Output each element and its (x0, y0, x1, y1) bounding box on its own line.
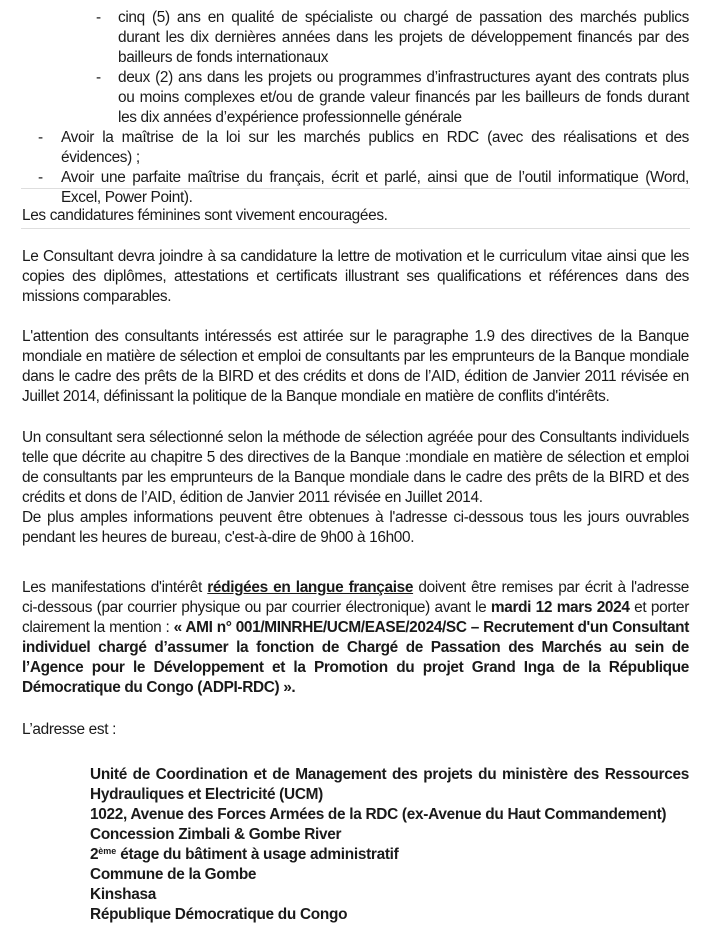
requirements-list (22, 128, 689, 208)
bullet-dash: - (96, 69, 101, 86)
address-street: 1022, Avenue des Forces Armées de la RDC (ex-Avenue du Haut Commandement) (90, 806, 667, 823)
separator-line (21, 228, 690, 229)
submission-text: Les manifestations d'intérêt (22, 579, 208, 596)
address-floor (90, 845, 689, 865)
submission-text: et porter clairement la mention : (22, 599, 690, 636)
paragraph-women-encouraged: Les candidatures féminines sont vivement encouragées. (22, 207, 388, 224)
address-country: République Démocratique du Congo (90, 906, 348, 923)
language-requirement: rédigées en langue française (207, 579, 414, 596)
address-city: Kinshasa (90, 886, 157, 903)
submission-end: . (291, 679, 296, 696)
paragraph-selection-method: Un consultant sera sélectionné selon la méthode de sélection agréée pour des Consultants individuels telle que décrite au chapitre 5 des directives de la Banque :mondiale en matière de sélection et emploi de consultants par les emprunteurs de la Banque mondiale dans le cadre des prêts de la BIRD et des crédits et dons de l’AID, édition de Janvier 2011 révisée en Juillet 2014. (22, 429, 689, 506)
list-item-text: Avoir une parfaite maîtrise du français, écrit et parlé, ainsi que de l’outil informatique (Word, Excel, Power Point). (61, 169, 689, 206)
paragraph-more-info: De plus amples informations peuvent être obtenues à l'adresse ci-dessous tous les jours ouvrables pendant les heures de bureau, c'est-à-dire de 9h00 à 16h00. (22, 509, 689, 546)
paragraph-application-docs: Le Consultant devra joindre à sa candidature la lettre de motivation et le curriculum vitae ainsi que les copies des diplômes, attestations et certificats illustrant ses qualifications et références dans des missions comparables. (22, 248, 689, 305)
experience-sublist (22, 8, 689, 128)
list-item (22, 8, 689, 68)
paragraph-address-intro: L’adresse est : (22, 721, 116, 738)
floor-suffix: ème (98, 846, 117, 856)
address-organization: Unité de Coordination et de Management des projets du ministère des Ressources Hydrauliques et Electricité (UCM) (90, 766, 689, 803)
floor-description: étage du bâtiment à usage administratif (116, 846, 399, 863)
paragraph-conflict-of-interest: L'attention des consultants intéressés est attirée sur le paragraphe 1.9 des directives de la Banque mondiale en matière de sélection et emploi de consultants par les emprunteurs de la Banque mondiale dans le cadre des prêts de la BIRD et des crédits et dons de l’AID, édition de Janvier 2011 révisée en Juillet 2014, définissant la politique de la Banque mondiale en matière de conflits d'intérêts. (22, 328, 689, 405)
list-item-text: Avoir la maîtrise de la loi sur les marchés publics en RDC (avec des réalisations et des évidences) ; (61, 129, 689, 166)
separator-line (21, 188, 690, 189)
list-item (22, 128, 689, 168)
bullet-dash: - (38, 129, 43, 146)
address-commune: Commune de la Gombe (90, 866, 257, 883)
deadline-date: mardi 12 mars 2024 (490, 599, 630, 616)
address-block (90, 765, 689, 925)
list-item-text: cinq (5) ans en qualité de spécialiste ou chargé de passation des marchés publics durant les dix dernières années dans les projets de développement financés par des bailleurs de fonds internationaux (118, 9, 689, 66)
list-item (22, 68, 689, 128)
required-mention: « AMI n° 001/MINRHE/UCM/EASE/2024/SC – Recrutement d'un Consultant individuel chargé d’assumer la fonction de Chargé de Passation des Marchés au sein de l’Agence pour le Développement et la Promotion du projet Grand Inga de la République Démocratique du Congo (ADPI-RDC) » (22, 619, 689, 696)
floor-number: 2 (90, 846, 99, 863)
address-concession: Concession Zimbali & Gombe River (90, 826, 342, 843)
bullet-dash: - (96, 9, 101, 26)
submission-text: doivent être remises par écrit à l'adresse ci-dessous (par courrier physique ou par courrier électronique) avant le (22, 579, 689, 616)
list-item-text: deux (2) ans dans les projets ou programmes d’infrastructures ayant des contrats plus ou moins complexes et/ou de grande valeur financés par les bailleurs de fonds durant les dix années d’expérience professionnelle générale (118, 69, 689, 126)
bullet-dash: - (38, 169, 43, 186)
paragraph-submission (22, 578, 689, 698)
